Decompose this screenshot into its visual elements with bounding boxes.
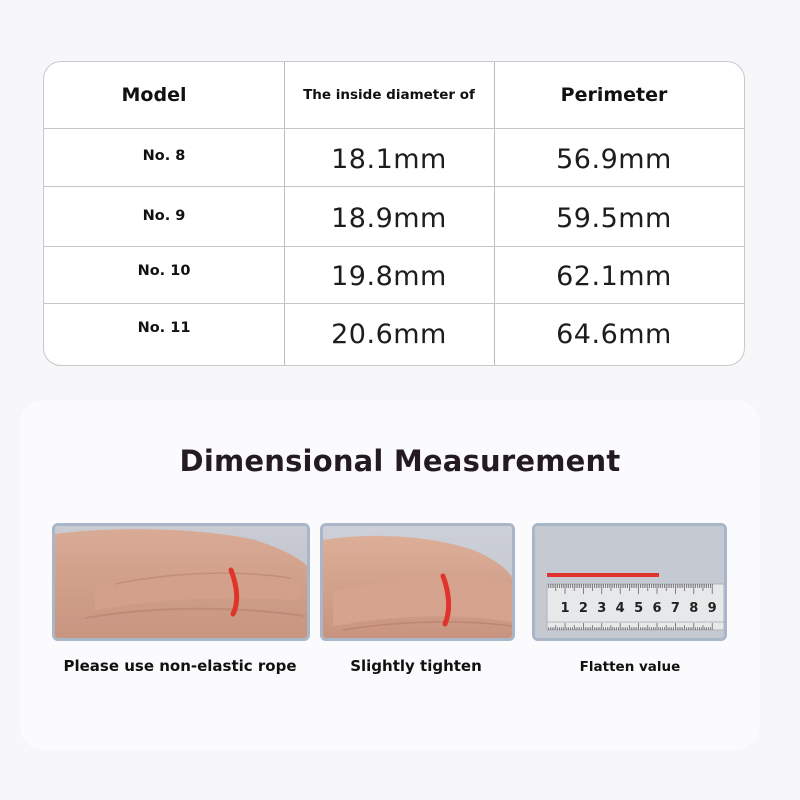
- row-diameter: 20.6mm: [331, 318, 447, 350]
- ruler-number: 2: [578, 601, 588, 616]
- size-table: [43, 61, 745, 366]
- row-model: No. 10: [137, 263, 191, 279]
- photo-rope-on-finger: [52, 523, 310, 641]
- photo-slightly-tighten: [320, 523, 515, 641]
- row-perimeter: 64.6mm: [556, 318, 672, 350]
- ruler-number: 6: [652, 601, 662, 616]
- photo-ruler: [532, 523, 727, 641]
- row-diameter: 18.1mm: [331, 143, 447, 175]
- row-model: No. 9: [142, 208, 186, 224]
- section-title: Dimensional Measurement: [179, 444, 621, 478]
- header-model: Model: [121, 84, 187, 106]
- header-inside-diameter: The inside diameter of: [303, 87, 475, 103]
- ruler-number: 9: [707, 601, 717, 616]
- step-caption: Please use non-elastic rope: [63, 657, 297, 675]
- row-model: No. 11: [137, 320, 191, 336]
- row-diameter: 18.9mm: [331, 202, 447, 234]
- ruler-illustration: [535, 526, 724, 638]
- ruler-number: 4: [615, 601, 625, 616]
- row-model: No. 8: [142, 148, 186, 164]
- row-perimeter: 59.5mm: [556, 202, 672, 234]
- row-perimeter: 62.1mm: [556, 260, 672, 292]
- step-caption: Slightly tighten: [350, 657, 482, 675]
- finger-illustration: [323, 526, 512, 638]
- ruler-number: 7: [670, 601, 680, 616]
- ruler-number: 1: [560, 601, 570, 616]
- ruler-number: 8: [689, 601, 699, 616]
- step-caption: Flatten value: [579, 659, 681, 675]
- ruler-number: 3: [597, 601, 607, 616]
- hand-illustration: [55, 526, 307, 638]
- row-perimeter: 56.9mm: [556, 143, 672, 175]
- row-diameter: 19.8mm: [331, 260, 447, 292]
- header-perimeter: Perimeter: [560, 84, 668, 106]
- ruler-number: 5: [634, 601, 644, 616]
- rope-flat: [547, 573, 659, 577]
